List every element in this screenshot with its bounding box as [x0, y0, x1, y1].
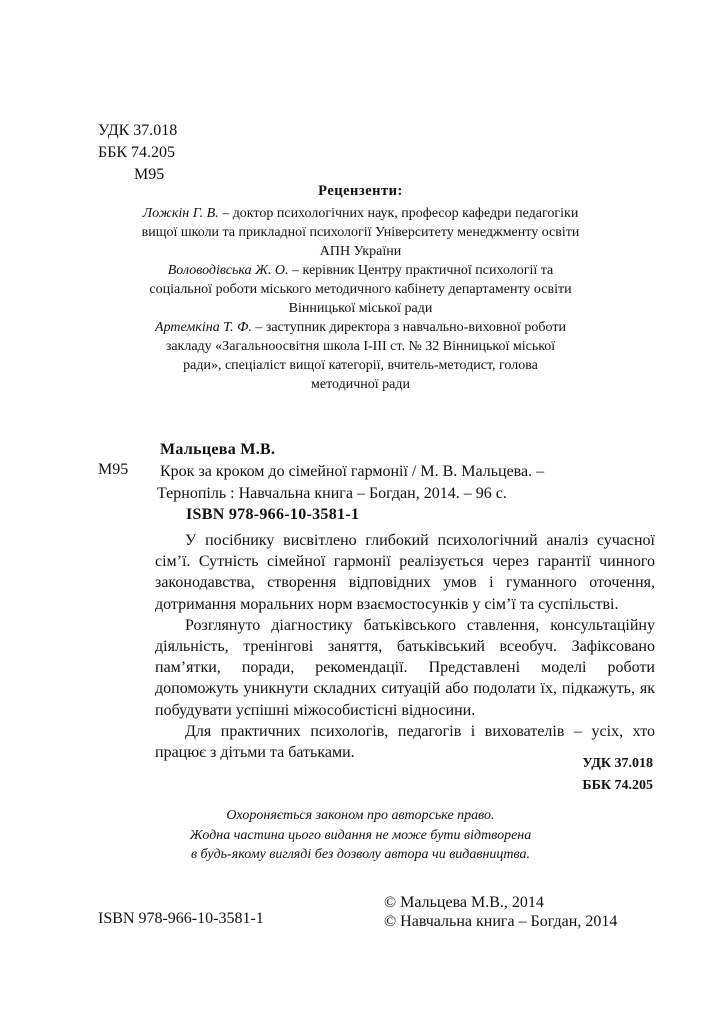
udk-code: УДК 37.018 — [582, 756, 653, 771]
book-isbn: ISBN 978-966-10-3581-1 — [186, 506, 360, 523]
reviewer-description: – заступник директора з навчально-виховної роботи закладу «Загальноосвітня школа І-ІІІ ст. № 32 Вінницької міської ради», спеціаліст вищої категорії, вчитель-методист, голова методичної ради — [165, 320, 566, 392]
bbk-code: ББК 74.205 — [98, 144, 176, 161]
reviewer-description: – керівник Центру практичної психології та соціальної роботи міського методичного кабінету департаменту освіти Вінницької міської ради — [149, 263, 572, 316]
copyright-notice-line: Жодна частина цього видання не може бути відтворена — [189, 827, 532, 843]
reviewer-name: Воловодівська Ж. О. — [167, 263, 289, 278]
bibliography-code: М95 — [98, 461, 129, 478]
udk-code: УДК 37.018 — [98, 122, 178, 139]
copyright-notice — [0, 806, 721, 865]
reviewers-title: Рецензенти: — [318, 183, 403, 199]
classification-block — [98, 120, 177, 186]
annotation — [155, 530, 655, 763]
annotation-paragraph: Для практичних психологів, педагогів і вихователів – усіх, хто працює з дітьми та батьками. — [155, 722, 655, 762]
bibliographic-description — [157, 461, 545, 505]
bibliography-line: Тернопіль : Навчальна книга – Богдан, 2014. – 96 с. — [157, 485, 507, 502]
reviewer-entry — [141, 261, 581, 318]
author-mark: М95 — [134, 166, 165, 183]
book-author: Мальцева М.В. — [160, 441, 276, 458]
copyright-lines — [384, 893, 617, 931]
copyright-publisher: © Навчальна книга – Богдан, 2014 — [384, 913, 618, 930]
reviewer-description: – доктор психологічних наук, професор кафедри педагогіки вищої школи та прикладної психології Університету менеджменту освіти АПН України — [141, 206, 580, 259]
copyright-author: © Мальцева М.В., 2014 — [384, 894, 544, 911]
reviewers-list — [0, 204, 721, 394]
reviewer-name: Артемкіна Т. Ф. — [155, 320, 252, 335]
copyright-notice-line: Охороняється законом про авторське право. — [226, 808, 495, 823]
bibliography-line: Крок за кроком до сімейної гармонії / М. В. Мальцева. – — [160, 463, 545, 480]
reviewer-name: Ложкін Г. В. — [142, 206, 219, 221]
reviewer-entry — [141, 204, 581, 261]
annotation-paragraph: Розглянуто діагностику батьківського ставлення, консультаційну діяльність, тренінгові заняття, батьківський всеобуч. Зафіксовано пам’ятки, поради, рекомендації. Представлені моделі роботи допоможуть уникнути складних ситуацій або подолати їх, підкажуть, як побудувати успішні міжособистісні відносини. — [155, 616, 655, 719]
copyright-notice-line: в будь-якому вигляді без дозволу автора чи видавництва. — [190, 847, 530, 862]
classification-bottom — [582, 753, 653, 797]
footer-isbn: ISBN 978-966-10-3581-1 — [98, 910, 264, 927]
annotation-paragraph: У посібнику висвітлено глибокий психологічний аналіз сучасної сім’ї. Сутність сімейної гармонії реалізується через гарантії чинного законодавства, створення відповідних умов і гуманного оточення, дотримання моральних норм взаємостосунків у сім’ї та суспільстві. — [155, 532, 655, 613]
reviewer-entry — [148, 318, 573, 394]
bbk-code: ББК 74.205 — [582, 778, 653, 793]
